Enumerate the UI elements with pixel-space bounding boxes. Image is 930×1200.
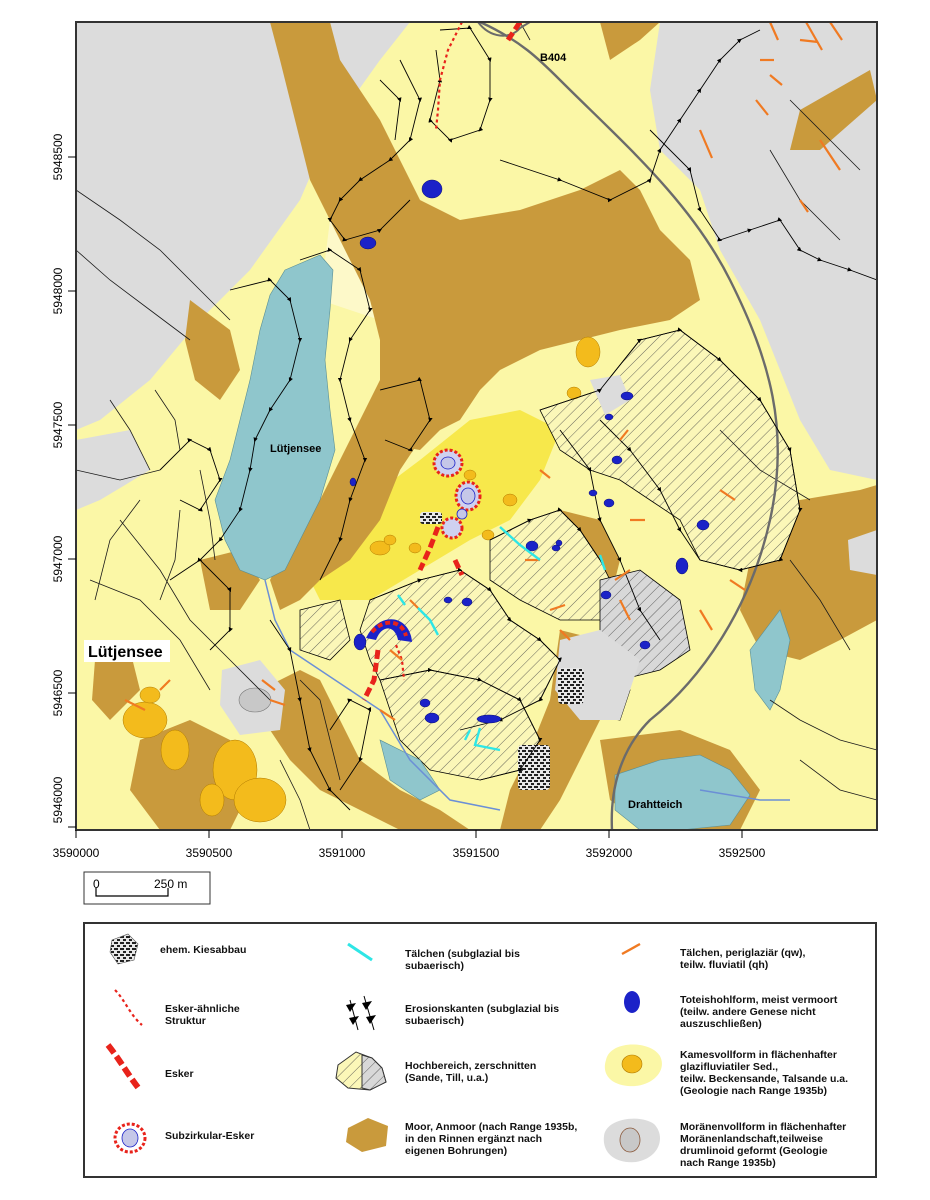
x-tick-1: 3590000 — [52, 846, 100, 860]
legend-text-esker-like: Esker-ähnliche Struktur — [165, 1003, 240, 1027]
legend-text-erosion: Erosionskanten (subglazial bis subaerisch) — [405, 1003, 560, 1027]
lake-label-drahtteich: Drahtteich — [628, 799, 683, 811]
map-area — [76, 22, 877, 830]
town-label-luetjensee: Lütjensee — [88, 644, 163, 661]
y-tick-4: 5947000 — [51, 535, 65, 583]
x-tick-5: 3592000 — [585, 846, 633, 860]
x-tick-4: 3591500 — [452, 846, 500, 860]
legend-text-toteis: Toteishohlform, meist vermoort (teilw. andere Genese nicht auszuschließen) — [680, 994, 838, 1030]
legend-text-kiesabbau: ehem. Kiesabbau — [160, 944, 247, 956]
y-tick-1: 5948500 — [51, 133, 65, 181]
x-axis — [76, 830, 742, 838]
scale-bar-zero: 0 — [93, 877, 100, 891]
legend-text-talchen-sub: Tälchen (subglazial bis subaerisch) — [405, 948, 520, 972]
legend-text-talchen-peri: Tälchen, periglaziär (qw), teilw. fluviatil (qh) — [680, 947, 806, 971]
legend-text-moraene: Moränenvollform in flächenhafter Moränenlandschaft,teilweise drumlinoid geformt (Geologie nach Range 1935b) — [680, 1121, 847, 1169]
scale-bar-distance: 250 m — [154, 877, 188, 891]
legend-text-kames: Kamesvollform in flächenhafter glazifluviatiler Sed., teilw. Beckensande, Talsande u.a. (Geologie nach Range 1935b) — [680, 1049, 849, 1097]
x-tick-2: 3590500 — [185, 846, 233, 860]
lake-label-luetjensee: Lütjensee — [270, 443, 322, 455]
legend-text-subzirkular: Subzirkular-Esker — [165, 1130, 255, 1142]
y-tick-3: 5947500 — [51, 401, 65, 449]
y-tick-5: 5946500 — [51, 669, 65, 717]
y-axis — [68, 157, 76, 827]
scale-bar — [84, 872, 210, 904]
road-label-b404: B404 — [540, 52, 567, 64]
legend-text-moor: Moor, Anmoor (nach Range 1935b, in den Rinnen ergänzt nach eigenen Bohrungen) — [405, 1121, 578, 1157]
x-tick-6: 3592500 — [718, 846, 766, 860]
legend-text-esker: Esker — [165, 1068, 194, 1080]
y-tick-2: 5948000 — [51, 267, 65, 315]
y-tick-6: 5946000 — [51, 776, 65, 824]
x-tick-3: 3591000 — [318, 846, 366, 860]
legend-text-hochbereich: Hochbereich, zerschnitten (Sande, Till, u.a.) — [405, 1060, 537, 1084]
